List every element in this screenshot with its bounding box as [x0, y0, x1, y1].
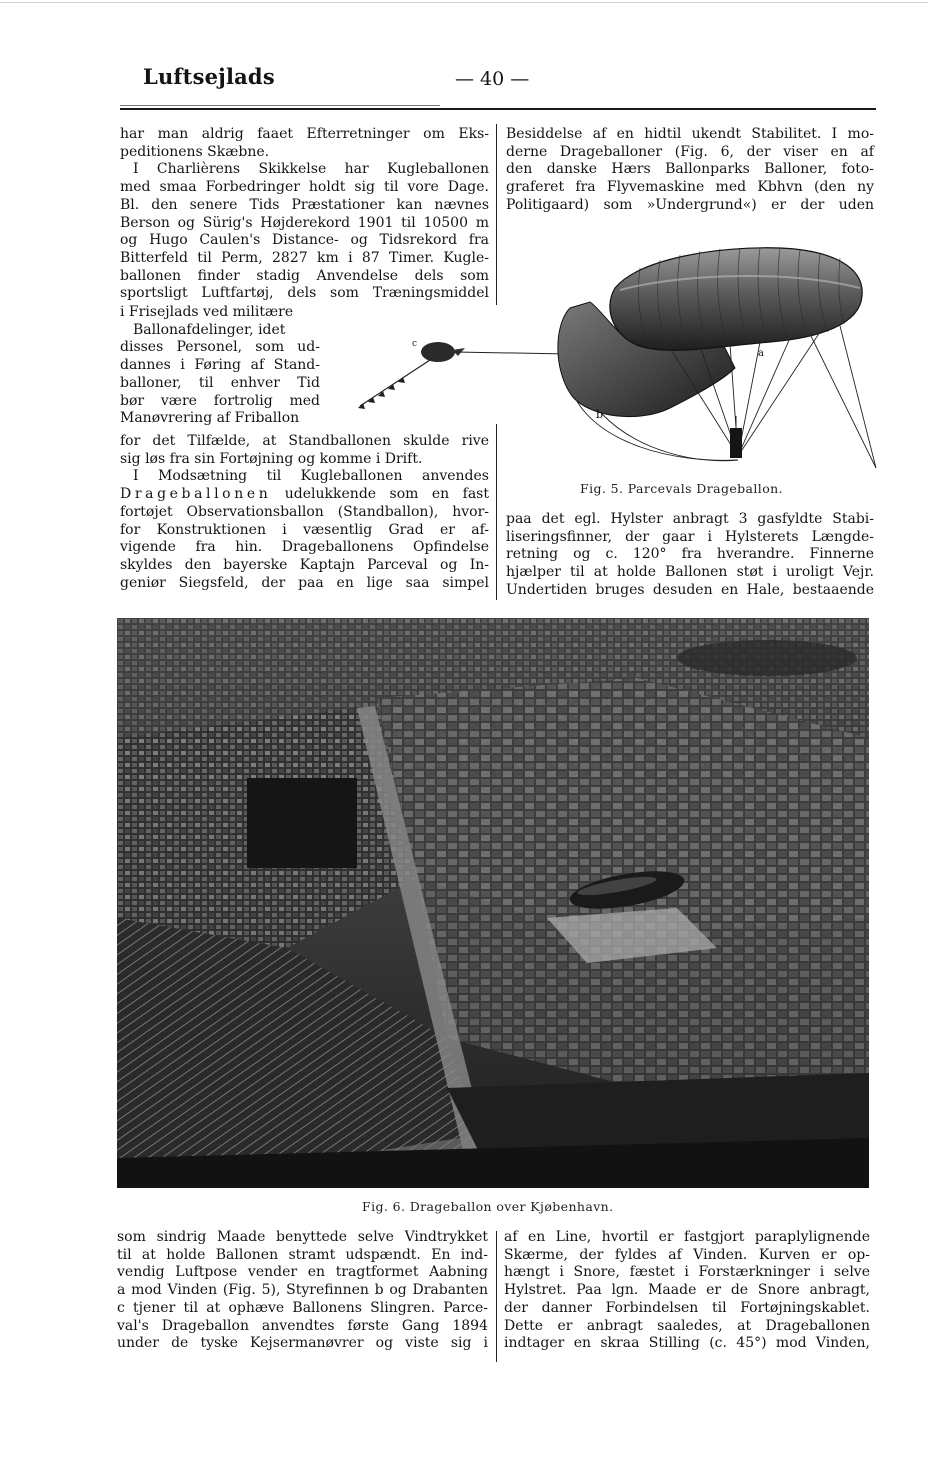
text-line: vendig Luftpose vender en tragtformet Aabning — [117, 1264, 488, 1281]
figure-5-caption: Fig. 5. Parcevals Drageballon. — [580, 481, 783, 496]
left-column-text-wrap — [120, 304, 320, 428]
text-line: Bitterfeld til Perm, 2827 km i 87 Timer. Kugle- — [120, 249, 489, 266]
right-column-text-top — [506, 126, 874, 215]
text-line: ballonen finder stadig Anvendelse dels som — [120, 267, 489, 284]
text-line: hængt i Snore, fæstet i Forstærkninger i selve — [504, 1264, 870, 1281]
text-line: Berson og Sürig's Højderekord 1901 til 10500 m — [120, 214, 489, 231]
text-line: Manøvrering af Friballon — [120, 410, 300, 427]
figure-6-caption: Fig. 6. Drageballon over Kjøbenhavn. — [362, 1199, 614, 1214]
text-line: der danner Forbindelsen til Fortøjningskablet. — [504, 1299, 870, 1316]
text-line: dannes i Føring af Stand- — [120, 357, 320, 374]
text-line: Politigaard) som »Undergrund«) er der uden — [506, 196, 874, 213]
aerial-city-photo-illustration — [117, 618, 869, 1188]
text-line: Bl. den senere Tids Præstationer kan nævnes — [120, 196, 489, 213]
text-line: i Frisejlads ved militære — [120, 304, 294, 320]
text-line: liseringsfinner, der gaar i Hylsterets Længde- — [506, 528, 874, 545]
text-line: skyldes den bayerske Kaptajn Parceval og In- — [120, 556, 489, 573]
column-divider-bottom — [496, 1231, 497, 1362]
main-kite-balloon — [558, 248, 876, 468]
header-rule-thin — [120, 105, 440, 106]
text-line: peditionens Skæbne. — [120, 143, 270, 160]
text-line: vigende fra hin. Drageballonens Opfindelse — [120, 539, 489, 556]
text-line: bør være fortrolig med — [120, 392, 320, 409]
text-line: I Charlièrens Skikkelse har Kugleballonen — [133, 161, 489, 178]
text-line: Hylstret. Paa lgn. Maade er de Snore anbragt, — [504, 1282, 870, 1299]
text-line: Dette er anbragt saaledes, at Drageballonen — [504, 1317, 870, 1334]
text-line: val's Drageballon anvendtes første Gang 1894 — [117, 1317, 488, 1334]
text-line: af en Line, hvortil er fastgjort paraplylignende — [504, 1229, 870, 1245]
text-line: som sindrig Maade benyttede selve Vindtrykket — [117, 1229, 488, 1245]
text-line: c tjener til at ophæve Ballonens Slingren. Parce- — [117, 1299, 488, 1316]
text-line: og Hugo Caulen's Distance- og Tidsrekord fra — [120, 232, 489, 249]
text-line: retning og c. 120° fra hverandre. Finnerne — [506, 546, 874, 563]
text-line: I Modsætning til Kugleballonen anvendes — [133, 468, 489, 485]
text-line: til at holde Ballonen stramt udspændt. En ind- — [117, 1246, 488, 1263]
header-rule — [120, 108, 876, 110]
text-line: paa det egl. Hylster anbragt 3 gasfyldte Stabi- — [506, 511, 874, 527]
figure-5-kite-balloon-drawing — [340, 228, 880, 478]
text-line: sportsligt Luftfartøj, dels som Træningsmiddel — [120, 285, 489, 302]
bottom-left-column-text — [117, 1229, 488, 1353]
text-line: Skærme, der fyldes af Vinden. Kurven er op- — [504, 1246, 870, 1263]
text-line: graferet fra Flyvemaskine med Kbhvn (den ny — [506, 179, 874, 196]
text-line: balloner, til enhver Tid — [120, 374, 320, 391]
bottom-right-column-text — [504, 1229, 870, 1353]
text-line: har man aldrig faaet Efterretninger om Eks- — [120, 126, 489, 142]
svg-text:c: c — [412, 339, 418, 349]
text-line: derne Drageballoner (Fig. 6, der viser en af — [506, 143, 874, 160]
text-line: hjælper til at holde Ballonen støt i uroligt Vejr. — [506, 564, 874, 581]
running-header-title: Luftsejlads — [143, 64, 275, 89]
text-line: for det Tilfælde, at Standballonen skulde rive — [120, 433, 489, 449]
text-line: sig løs fra sin Fortøjning og komme i Drift. — [120, 450, 423, 467]
text-line: a mod Vinden (Fig. 5), Styrefinnen b og Drabanten — [117, 1282, 488, 1299]
text-line: fortøjet Observationsballon (Standballon), hvor- — [120, 503, 489, 520]
kite-balloon-illustration — [340, 228, 880, 478]
svg-text:a: a — [758, 348, 764, 359]
text-line: med smaa Forbedringer holdt sig til vore Dage. — [120, 179, 489, 196]
text-line: Ballonafdelinger, idet — [133, 321, 286, 338]
small-balloon-sketch — [358, 339, 570, 409]
text-line: indtager en skraa Stilling (c. 45°) mod Vinden, — [504, 1335, 870, 1352]
text-line: disses Personel, som ud- — [120, 339, 320, 356]
text-line: den danske Hærs Ballonparks Balloner, foto- — [506, 161, 874, 178]
text-line: geniør Siegsfeld, der paa en lige saa simpel — [120, 574, 489, 591]
text-line: Drageballonen udelukkende som en fast — [120, 486, 489, 503]
text-line: under de tyske Kejsermanøvrer og viste sig i — [117, 1335, 488, 1352]
text-line: Besiddelse af en hidtil ukendt Stabilitet. I mo- — [506, 126, 874, 142]
page-number: — 40 — — [455, 68, 530, 90]
svg-text:b: b — [596, 408, 604, 421]
text-line: for Konstruktionen i væsentlig Grad er af- — [120, 521, 489, 538]
page-top-edge — [0, 2, 928, 3]
right-column-text-mid — [506, 511, 874, 600]
text-line: Undertiden bruges desuden en Hale, bestaaende — [506, 581, 874, 598]
figure-6-aerial-photo — [117, 618, 869, 1188]
